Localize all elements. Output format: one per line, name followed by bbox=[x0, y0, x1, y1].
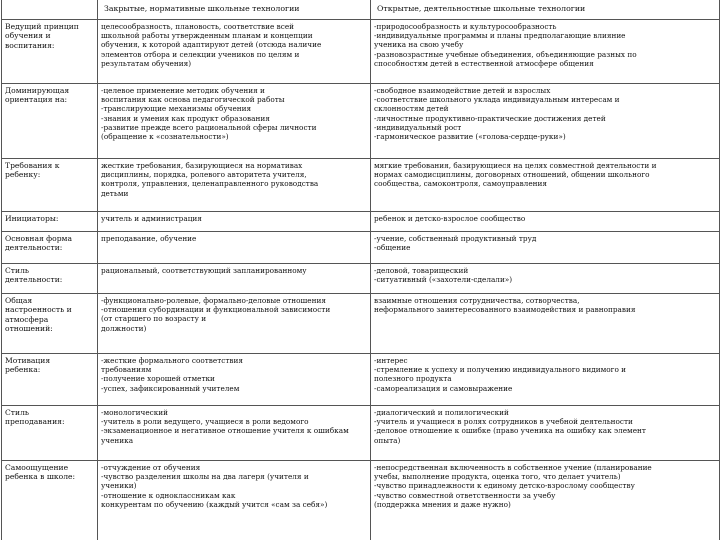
cell-line: должности) bbox=[101, 323, 147, 333]
cell-line: конкурентам по обучению (каждый учится «сам за себя») bbox=[101, 499, 328, 509]
cell-line: учитель и администрация bbox=[101, 214, 202, 223]
closed-tech-cell bbox=[98, 212, 371, 232]
cell-line: -экзаменационное и негативное отношение учителя к ошибкам bbox=[101, 426, 349, 436]
row-label-cell bbox=[2, 232, 98, 264]
cell-line: настроенность и bbox=[5, 305, 72, 315]
cell-line: сообщества, самоконтроля, самоуправления bbox=[374, 179, 547, 189]
cell-line: ориентация на: bbox=[5, 95, 68, 105]
table-row-atmosphere bbox=[2, 294, 720, 354]
cell-line: -деловой, товарищеский bbox=[374, 266, 469, 275]
row-label-cell bbox=[2, 159, 98, 212]
cell-line: -диалогический и полилогический bbox=[374, 408, 509, 417]
table-row-self-feeling bbox=[2, 461, 720, 540]
row-label-cell bbox=[2, 354, 98, 406]
cell-line: -учитель и учащиеся в ролях сотрудников в учебной деятельности bbox=[374, 417, 633, 427]
cell-line: результатам обучения) bbox=[101, 58, 192, 68]
cell-line: полезного продукта bbox=[374, 374, 452, 384]
table-header-row bbox=[2, 0, 720, 20]
cell-line: (поддержка мнения и даже нужно) bbox=[374, 499, 511, 509]
cell-line: ученики) bbox=[101, 481, 137, 491]
row-label-cell bbox=[2, 461, 98, 540]
cell-line: Требования к bbox=[5, 161, 60, 170]
cell-line: воспитания как основа педагогической работы bbox=[101, 95, 285, 105]
cell-line: -жесткие формального соответствия bbox=[101, 356, 243, 365]
closed-tech-cell bbox=[98, 406, 371, 461]
cell-line: (обращение к «сознательности») bbox=[101, 132, 229, 142]
cell-line: детьми bbox=[101, 188, 129, 198]
cell-line: воспитания: bbox=[5, 40, 55, 50]
cell-line: -получение хорошей отметки bbox=[101, 374, 215, 384]
cell-line: -функционально-ролевые, формально-деловые отношения bbox=[101, 296, 326, 305]
cell-line: деятельности: bbox=[5, 243, 63, 253]
cell-line: преподавания: bbox=[5, 417, 65, 427]
cell-line: обучения и bbox=[5, 31, 51, 41]
row-label-cell bbox=[2, 212, 98, 232]
cell-line: -ситуативный («захотели-сделали») bbox=[374, 275, 513, 285]
cell-line: рациональный, соответствующий запланированному bbox=[101, 266, 307, 275]
closed-tech-cell bbox=[98, 232, 371, 264]
open-tech-cell bbox=[371, 212, 720, 232]
cell-line: элементов отбора и селекции учеников по целям и bbox=[101, 49, 300, 59]
open-tech-cell bbox=[371, 84, 720, 159]
cell-line: склонностям детей bbox=[374, 104, 449, 114]
cell-line: -отчуждение от обучения bbox=[101, 463, 201, 472]
cell-line: -общение bbox=[374, 243, 411, 253]
header-empty-cell bbox=[2, 0, 98, 20]
table-row-orientation bbox=[2, 84, 720, 159]
cell-line: жесткие требования, базирующиеся на нормативах bbox=[101, 161, 303, 170]
open-tech-cell bbox=[371, 461, 720, 540]
cell-line: ученика на свою учебу bbox=[374, 40, 464, 50]
cell-line: ребенку: bbox=[5, 170, 41, 180]
closed-tech-cell bbox=[98, 264, 371, 294]
table-row-activity-form bbox=[2, 232, 720, 264]
table-row-teaching-style bbox=[2, 406, 720, 461]
cell-line: Стиль bbox=[5, 408, 30, 417]
cell-line: ребенок и детско-взрослое сообщество bbox=[374, 214, 526, 223]
cell-line: преподавание, обучение bbox=[101, 234, 197, 243]
row-label-cell bbox=[2, 84, 98, 159]
cell-line: контроля, управления, целенаправленного руководства bbox=[101, 179, 319, 189]
closed-tech-cell bbox=[98, 84, 371, 159]
closed-tech-cell bbox=[98, 159, 371, 212]
cell-line: Основная форма bbox=[5, 234, 72, 243]
comparison-table bbox=[1, 0, 720, 540]
row-label-cell bbox=[2, 294, 98, 354]
cell-line: -индивидуальный рост bbox=[374, 122, 462, 132]
cell-line: деятельности: bbox=[5, 275, 63, 285]
cell-line: дисциплины, порядка, ролевого авторитета учителя, bbox=[101, 170, 307, 180]
cell-line: -учение, собственный продуктивный труд bbox=[374, 234, 537, 243]
cell-line: отношений: bbox=[5, 324, 53, 334]
cell-line: обучения, к которой адаптируют детей (отсюда наличие bbox=[101, 40, 322, 50]
cell-line: -соответствие школьного уклада индивидуальным интересам и bbox=[374, 95, 620, 105]
cell-line: -стремление к успеху и получению индивидуального видимого и bbox=[374, 365, 627, 375]
cell-line: Ведущий принцип bbox=[5, 22, 79, 31]
cell-line: Доминирующая bbox=[5, 86, 70, 95]
row-label-cell bbox=[2, 406, 98, 461]
open-tech-cell bbox=[371, 354, 720, 406]
table-row-principle bbox=[2, 20, 720, 84]
table-row-initiators bbox=[2, 212, 720, 232]
closed-tech-cell bbox=[98, 20, 371, 84]
cell-line: ребенка в школе: bbox=[5, 472, 76, 482]
table-row-requirements bbox=[2, 159, 720, 212]
cell-line: (от старшего по возрасту и bbox=[101, 314, 207, 324]
cell-line: Общая bbox=[5, 296, 33, 305]
cell-line: -отношения субординации и функциональной зависимости bbox=[101, 305, 331, 315]
closed-tech-cell bbox=[98, 461, 371, 540]
open-tech-cell bbox=[371, 232, 720, 264]
cell-line: школьной работы утвержденным планам и концепции bbox=[101, 31, 313, 41]
cell-line: -самореализация и самовыражение bbox=[374, 383, 513, 393]
cell-line: способностям детей в естественной атмосфере общения bbox=[374, 58, 594, 68]
cell-line: -отношение к одноклассникам как bbox=[101, 490, 236, 500]
cell-line: -чувство совместной ответственности за учебу bbox=[374, 490, 556, 500]
cell-line: -природосообразность и культуросообразность bbox=[374, 22, 557, 31]
cell-line: -успех, зафиксированный учителем bbox=[101, 383, 240, 393]
cell-line: Самоощущение bbox=[5, 463, 69, 472]
cell-line: -разновозрастные учебные объединения, объединяющие разных по bbox=[374, 49, 637, 59]
cell-line: -чувство разделения школы на два лагеря (учителя и bbox=[101, 472, 309, 482]
header-open-technologies: Открытые, деятельностные школьные технологии bbox=[371, 0, 720, 20]
open-tech-cell bbox=[371, 406, 720, 461]
cell-line: целесообразность, плановость, соответствие всей bbox=[101, 22, 295, 31]
closed-tech-cell bbox=[98, 294, 371, 354]
open-tech-cell bbox=[371, 264, 720, 294]
cell-line: -личностные продуктивно-практические достижения детей bbox=[374, 113, 606, 123]
cell-line: -знания и умения как продукт образования bbox=[101, 113, 270, 123]
cell-line: учебы, выполнение продукта, оценка того, что делает учитель) bbox=[374, 472, 621, 482]
cell-line: ученика bbox=[101, 435, 134, 445]
table-row-motivation bbox=[2, 354, 720, 406]
cell-line: Стиль bbox=[5, 266, 30, 275]
cell-line: нормах самодисциплины, договорных отношений, общении школьного bbox=[374, 170, 650, 180]
open-tech-cell bbox=[371, 294, 720, 354]
row-label-cell bbox=[2, 20, 98, 84]
cell-line: -непосредственная включенность в собственное учение (планирование bbox=[374, 463, 652, 472]
cell-line: атмосфера bbox=[5, 314, 49, 324]
cell-line: неформального заинтересованного взаимодействия и равноправия bbox=[374, 305, 636, 315]
closed-tech-cell bbox=[98, 354, 371, 406]
cell-line: -монологический bbox=[101, 408, 169, 417]
cell-line: -интерес bbox=[374, 356, 408, 365]
cell-line: -свободное взаимодействие детей и взрослых bbox=[374, 86, 551, 95]
cell-line: -гармоническое развитие («голова-сердце-руки») bbox=[374, 132, 566, 142]
cell-line: -деловое отношение к ошибке (право ученика на ошибку как элемент bbox=[374, 426, 646, 436]
cell-line: ребенка: bbox=[5, 365, 41, 375]
header-closed-technologies: Закрытые, нормативные школьные технологии bbox=[98, 0, 371, 20]
cell-line: Мотивация bbox=[5, 356, 51, 365]
cell-line: -индивидуальные программы и планы предполагающие влияние bbox=[374, 31, 626, 41]
cell-line: требованиям bbox=[101, 365, 152, 375]
table-row-activity-style bbox=[2, 264, 720, 294]
cell-line: -чувство принадлежности к единому детско-взрослому сообществу bbox=[374, 481, 635, 491]
cell-line: -транслирующие механизмы обучения bbox=[101, 104, 252, 114]
cell-line: Инициаторы: bbox=[5, 214, 59, 223]
cell-line: -развитие прежде всего рациональной сферы личности bbox=[101, 122, 317, 132]
row-label-cell bbox=[2, 264, 98, 294]
cell-line: взаимные отношения сотрудничества, сотворчества, bbox=[374, 296, 580, 305]
open-tech-cell bbox=[371, 159, 720, 212]
cell-line: -целевое применение методик обучения и bbox=[101, 86, 265, 95]
cell-line: -учитель в роли ведущего, учащиеся в роли ведомого bbox=[101, 417, 309, 427]
cell-line: мягкие требования, базирующиеся на целях совместной деятельности и bbox=[374, 161, 657, 170]
open-tech-cell bbox=[371, 20, 720, 84]
cell-line: опыта) bbox=[374, 435, 401, 445]
